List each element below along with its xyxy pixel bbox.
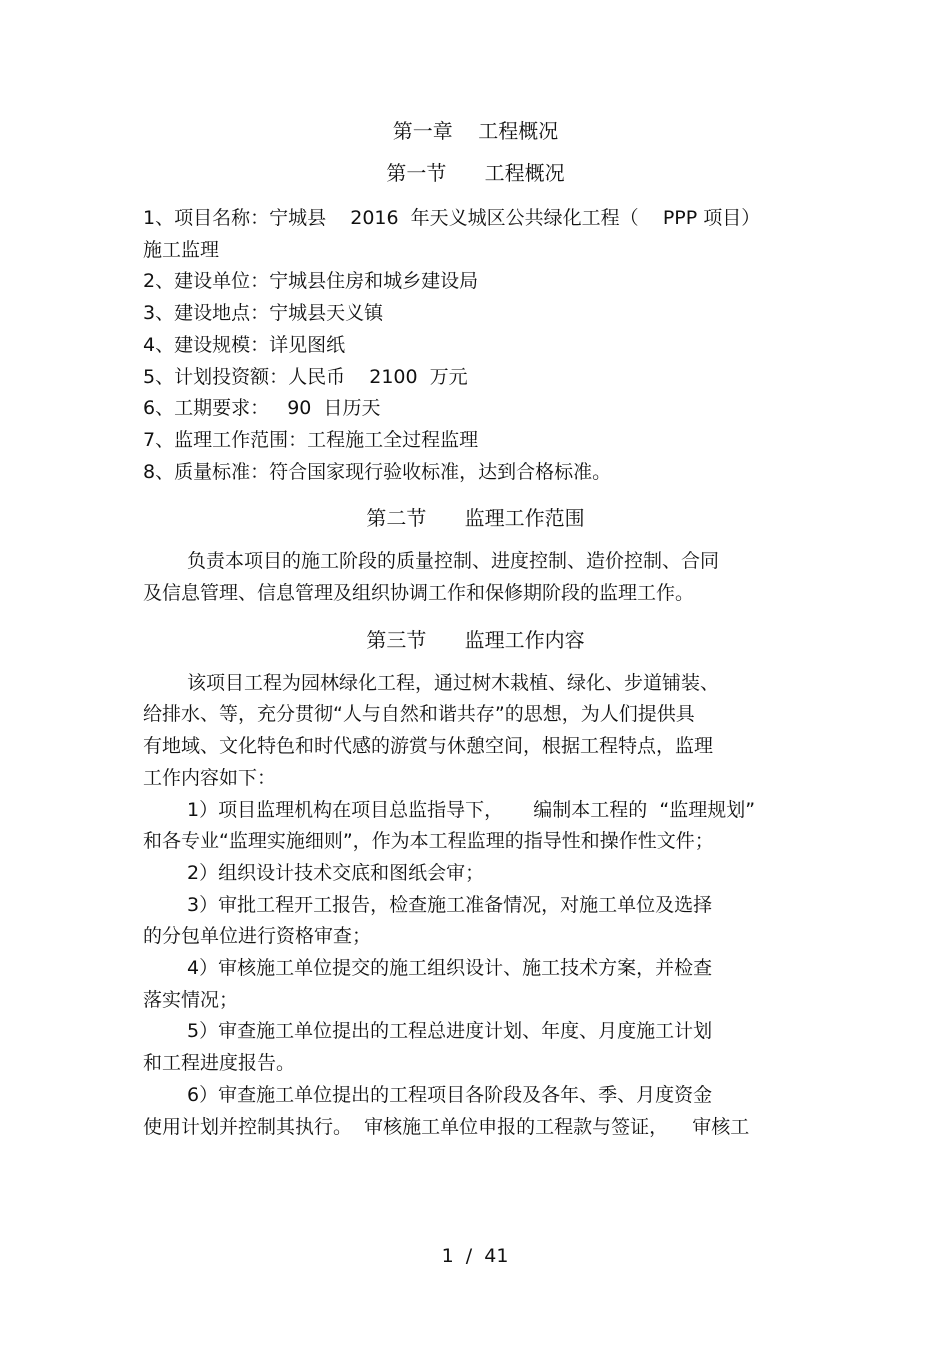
investment-line: 5、计划投资额：人民币 2100 万元: [143, 365, 468, 388]
construction-site-line: 3、建设地点：宁城县天义镇: [143, 302, 384, 325]
section-2-title: 第二节 监理工作范围: [366, 506, 585, 531]
section-1-items: [143, 203, 808, 488]
point-5: [143, 1016, 808, 1079]
paragraph-line: 有地域、文化特色和时代感的游赏与休憩空间，根据工程特点，监理: [143, 735, 714, 758]
point-line: 和工程进度报告。: [143, 1052, 296, 1075]
section-3-points: [143, 795, 808, 1144]
point-line: 3）审批工程开工报告，检查施工准备情况，对施工单位及选择: [187, 893, 713, 916]
supervision-scope-line: 7、监理工作范围：工程施工全过程监理: [143, 428, 479, 451]
point-1: [143, 795, 808, 858]
point-3: [143, 890, 808, 953]
quality-standard-line: 8、质量标准：符合国家现行验收标准，达到合格标准。: [143, 460, 612, 483]
duration-line: 6、工期要求： 90 日历天: [143, 397, 381, 420]
point-line: 使用计划并控制其执行。 审核施工单位申报的工程款与签证， 审核工: [143, 1115, 750, 1138]
construction-scale-line: 4、建设规模：详见图纸: [143, 333, 346, 356]
chapter-title: 第一章 工程概况: [392, 119, 559, 143]
project-name-line: 1、项目名称：宁城县 2016 年天义城区公共绿化工程（ PPP 项目）: [143, 207, 761, 229]
paragraph-line: 工作内容如下：: [143, 766, 277, 789]
point-line: 和各专业“监理实施细则”，作为本工程监理的指导性和操作性文件；: [143, 830, 714, 853]
point-line: 1）项目监理机构在项目总监指导下， 编制本工程的 “监理规划”: [187, 798, 756, 821]
point-line: 落实情况；: [143, 988, 239, 1011]
point-line: 的分包单位进行资格审查；: [143, 925, 372, 948]
section-3-intro: [143, 668, 808, 795]
paragraph-line: 及信息管理、信息管理及组织协调工作和保修期阶段的监理工作。: [143, 582, 695, 605]
paragraph-line: 该项目工程为园林绿化工程，通过树木栽植、绿化、步道铺装、: [187, 671, 720, 694]
paragraph-line: 给排水、等，充分贯彻“人与自然和谐共存”的思想，为人们提供具: [143, 703, 695, 726]
page-number: 1 / 41: [441, 1245, 509, 1267]
paragraph-line: 负责本项目的施工阶段的质量控制、进度控制、造价控制、合同: [187, 550, 720, 573]
section-3-title: 第三节 监理工作内容: [366, 627, 585, 652]
point-line: 5）审查施工单位提出的工程总进度计划、年度、月度施工计划: [187, 1020, 713, 1043]
point-line: 4）审核施工单位提交的施工组织设计、施工技术方案，并检查: [187, 957, 713, 980]
point-line: 6）审查施工单位提出的工程项目各阶段及各年、季、月度资金: [187, 1083, 713, 1106]
project-name-line-cont: 施工监理: [143, 238, 220, 261]
section-2-paragraph: [143, 546, 808, 609]
point-2: [143, 858, 808, 890]
document-content: [143, 115, 808, 1143]
point-line: 2）组织设计技术交底和图纸会审；: [187, 861, 485, 884]
construction-unit-line: 2、建设单位：宁城县住房和城乡建设局: [143, 270, 479, 293]
point-6: [143, 1080, 808, 1143]
section-1-title: 第一节 工程概况: [386, 161, 565, 185]
point-4: [143, 953, 808, 1016]
